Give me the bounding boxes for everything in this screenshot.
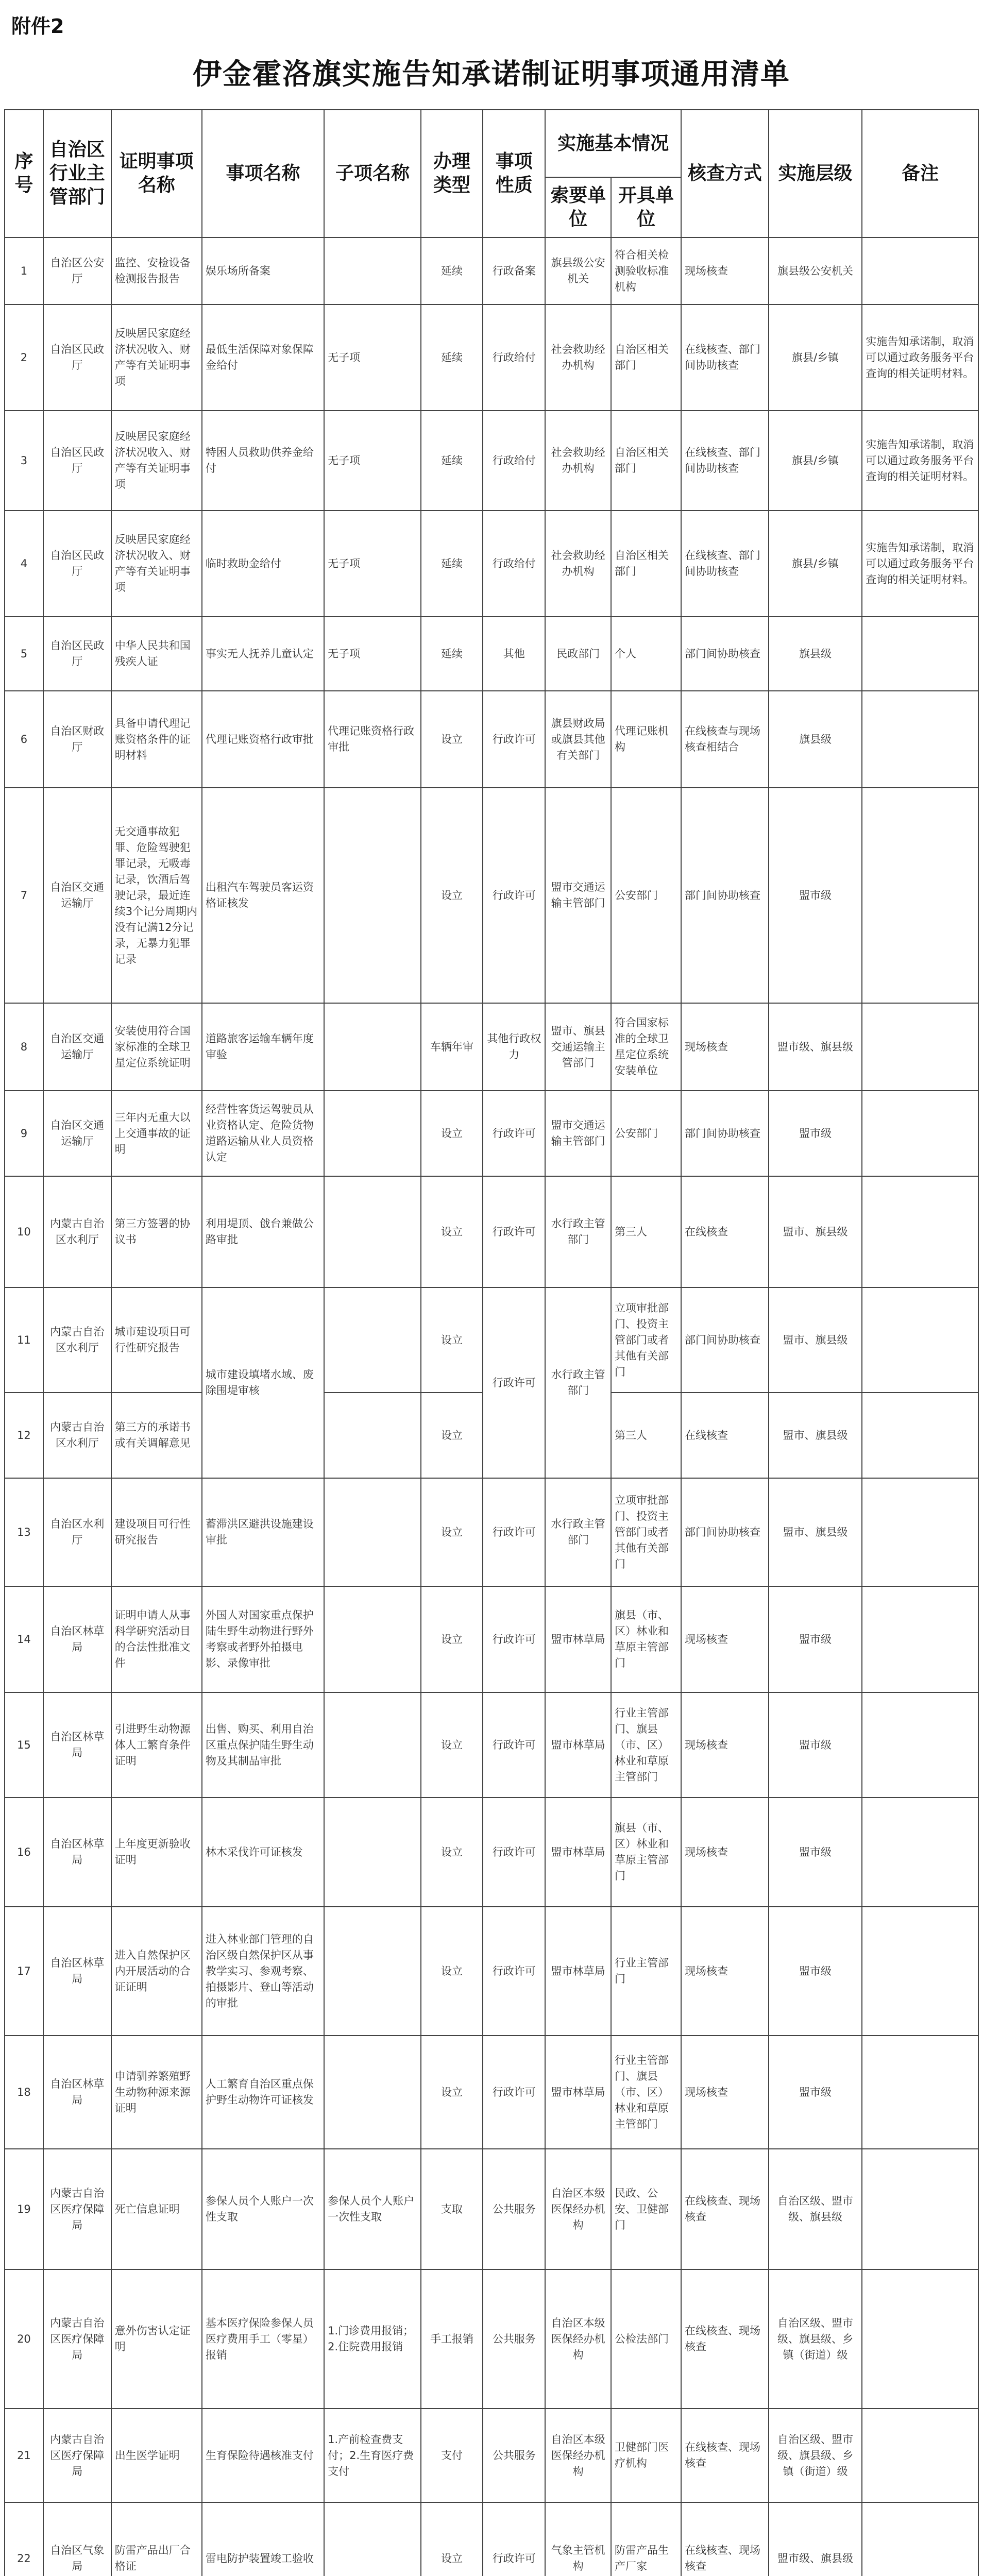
table-row [5, 238, 978, 304]
header-seq: 序号 [5, 110, 43, 238]
cell-req: 水行政主管部门 [545, 1287, 611, 1478]
cell-seq: 1 [5, 238, 43, 304]
cell-issue: 行业主管部门 [611, 1907, 681, 2036]
cell-req: 民政部门 [545, 617, 611, 691]
cell-issue: 自治区相关部门 [611, 411, 681, 511]
cell-sub [324, 2502, 421, 2576]
header-verify: 核查方式 [681, 110, 769, 238]
cell-item: 道路旅客运输车辆年度审验 [202, 1003, 324, 1091]
cell-req: 盟市林草局 [545, 1798, 611, 1907]
cell-req: 社会救助经办机构 [545, 511, 611, 617]
cell-type: 设立 [421, 1586, 483, 1692]
cell-nature: 行政备案 [483, 238, 545, 304]
cell-req: 自治区本级医保经办机构 [545, 2409, 611, 2502]
cell-level: 旗县/乡镇 [769, 511, 862, 617]
cell-issue: 卫健部门医疗机构 [611, 2409, 681, 2502]
cell-dept: 自治区民政厅 [43, 304, 111, 411]
cell-seq: 17 [5, 1907, 43, 2036]
cell-verify: 在线核查、部门间协助核查 [681, 511, 769, 617]
cell-level: 旗县级 [769, 691, 862, 788]
cell-dept: 内蒙古自治区水利厅 [43, 1176, 111, 1287]
table-row [5, 1907, 978, 2036]
cell-sub [324, 1287, 421, 1393]
cell-sub [324, 1176, 421, 1287]
cell-item: 代理记账资格行政审批 [202, 691, 324, 788]
cell-item: 生育保险待遇核准支付 [202, 2409, 324, 2502]
cell-item: 雷电防护装置竣工验收 [202, 2502, 324, 2576]
cell-req: 盟市、旗县交通运输主管部门 [545, 1003, 611, 1091]
cell-type: 设立 [421, 1907, 483, 2036]
cell-item: 人工繁育自治区重点保护野生动物许可证核发 [202, 2036, 324, 2149]
cell-type: 设立 [421, 1176, 483, 1287]
cell-verify: 现场核查 [681, 1586, 769, 1692]
cell-verify: 现场核查 [681, 1003, 769, 1091]
cell-level: 旗县级 [769, 617, 862, 691]
cell-item: 蓄滞洪区避洪设施建设审批 [202, 1478, 324, 1586]
cell-dept: 自治区公安厅 [43, 238, 111, 304]
cell-remark [862, 1393, 978, 1478]
table-row [5, 1478, 978, 1586]
cell-issue: 个人 [611, 617, 681, 691]
cell-sub [324, 2036, 421, 2149]
cell-issue: 自治区相关部门 [611, 511, 681, 617]
cell-item: 进入林业部门管理的自治区级自然保护区从事教学实习、参观考察、拍摄影片、登山等活动的审批 [202, 1907, 324, 2036]
cell-sub: 无子项 [324, 411, 421, 511]
cell-cert: 城市建设项目可行性研究报告 [111, 1287, 202, 1393]
table-row [5, 2036, 978, 2149]
cell-issue: 第三人 [611, 1176, 681, 1287]
cell-type: 支取 [421, 2149, 483, 2269]
cell-dept: 自治区交通运输厅 [43, 1003, 111, 1091]
header-dept: 自治区行业主管部门 [43, 110, 111, 238]
cell-type: 设立 [421, 1091, 483, 1176]
cell-seq: 20 [5, 2269, 43, 2409]
cell-cert: 死亡信息证明 [111, 2149, 202, 2269]
header-nature: 事项性质 [483, 110, 545, 238]
cell-remark [862, 2502, 978, 2576]
cell-item: 城市建设填堵水域、废除围堤审核 [202, 1287, 324, 1478]
cell-seq: 15 [5, 1692, 43, 1798]
cell-level: 盟市级 [769, 1091, 862, 1176]
cell-type: 设立 [421, 1798, 483, 1907]
cell-cert: 引进野生动物源体人工繁育条件证明 [111, 1692, 202, 1798]
cell-seq: 3 [5, 411, 43, 511]
table-row [5, 1586, 978, 1692]
cell-req: 社会救助经办机构 [545, 304, 611, 411]
cell-issue: 自治区相关部门 [611, 304, 681, 411]
cell-sub: 参保人员个人账户一次性支取 [324, 2149, 421, 2269]
cell-type: 设立 [421, 1287, 483, 1393]
cell-type: 延续 [421, 304, 483, 411]
cell-remark [862, 238, 978, 304]
cell-req: 盟市林草局 [545, 2036, 611, 2149]
cell-dept: 自治区林草局 [43, 1798, 111, 1907]
cell-cert: 第三方签署的协议书 [111, 1176, 202, 1287]
cell-cert: 证明申请人从事科学研究活动目的合法性批准文件 [111, 1586, 202, 1692]
cell-remark [862, 617, 978, 691]
header-subitem: 子项名称 [324, 110, 421, 238]
cell-cert: 反映居民家庭经济状况收入、财产等有关证明事项 [111, 304, 202, 411]
cell-dept: 自治区财政厅 [43, 691, 111, 788]
cell-nature: 公共服务 [483, 2269, 545, 2409]
cell-issue: 符合国家标准的全球卫星定位系统安装单位 [611, 1003, 681, 1091]
cell-dept: 自治区民政厅 [43, 511, 111, 617]
cell-seq: 2 [5, 304, 43, 411]
cell-verify: 现场核查 [681, 1907, 769, 2036]
cell-sub: 无子项 [324, 304, 421, 411]
cell-level: 旗县/乡镇 [769, 411, 862, 511]
table-row [5, 691, 978, 788]
cell-sub: 无子项 [324, 617, 421, 691]
cell-req: 水行政主管部门 [545, 1478, 611, 1586]
cell-nature: 行政许可 [483, 1176, 545, 1287]
table-row [5, 1091, 978, 1176]
cell-remark [862, 2269, 978, 2409]
cell-sub [324, 1393, 421, 1478]
cell-req: 盟市林草局 [545, 1586, 611, 1692]
cell-cert: 第三方的承诺书或有关调解意见 [111, 1393, 202, 1478]
cell-sub [324, 1478, 421, 1586]
cell-issue: 第三人 [611, 1393, 681, 1478]
cell-nature: 行政许可 [483, 1907, 545, 2036]
cell-dept: 自治区林草局 [43, 1692, 111, 1798]
cell-verify: 部门间协助核查 [681, 788, 769, 1003]
cell-seq: 21 [5, 2409, 43, 2502]
cell-seq: 18 [5, 2036, 43, 2149]
cell-seq: 16 [5, 1798, 43, 1907]
cell-remark [862, 1478, 978, 1586]
cell-verify: 部门间协助核查 [681, 617, 769, 691]
document-title: 伊金霍洛旗实施告知承诺制证明事项通用清单 [193, 57, 790, 91]
cell-seq: 13 [5, 1478, 43, 1586]
cell-seq: 5 [5, 617, 43, 691]
cell-type: 设立 [421, 788, 483, 1003]
cell-remark [862, 2409, 978, 2502]
cell-cert: 出生医学证明 [111, 2409, 202, 2502]
cell-sub: 1.产前检查费支付；2.生育医疗费支付 [324, 2409, 421, 2502]
cell-remark [862, 2149, 978, 2269]
cell-cert: 反映居民家庭经济状况收入、财产等有关证明事项 [111, 511, 202, 617]
cell-verify: 现场核查 [681, 1692, 769, 1798]
cell-dept: 自治区气象局 [43, 2502, 111, 2576]
header-row [5, 110, 978, 177]
table-row [5, 1798, 978, 1907]
header-basic: 实施基本情况 [545, 110, 681, 177]
cell-req: 水行政主管部门 [545, 1176, 611, 1287]
cell-issue: 符合相关检测验收标准机构 [611, 238, 681, 304]
cell-nature: 行政许可 [483, 788, 545, 1003]
cell-remark: 实施告知承诺制，取消可以通过政务服务平台查询的相关证明材料。 [862, 304, 978, 411]
cell-seq: 4 [5, 511, 43, 617]
header-req-unit: 索要单位 [545, 177, 611, 238]
cell-sub [324, 1586, 421, 1692]
cell-sub [324, 1798, 421, 1907]
cell-seq: 10 [5, 1176, 43, 1287]
cell-cert: 安装使用符合国家标准的全球卫星定位系统证明 [111, 1003, 202, 1091]
cell-cert: 防雷产品出厂合格证 [111, 2502, 202, 2576]
cell-level: 盟市级 [769, 2036, 862, 2149]
cell-issue: 代理记账机构 [611, 691, 681, 788]
table-row [5, 2409, 978, 2502]
cell-type: 延续 [421, 411, 483, 511]
cell-verify: 在线核查、现场核查 [681, 2149, 769, 2269]
cell-cert: 上年度更新验收证明 [111, 1798, 202, 1907]
cell-type: 设立 [421, 1478, 483, 1586]
cell-item: 事实无人抚养儿童认定 [202, 617, 324, 691]
cell-item: 参保人员个人账户一次性支取 [202, 2149, 324, 2269]
cell-cert: 建设项目可行性研究报告 [111, 1478, 202, 1586]
cell-remark [862, 788, 978, 1003]
cell-nature: 行政给付 [483, 511, 545, 617]
cell-item: 林木采伐许可证核发 [202, 1798, 324, 1907]
cell-cert: 无交通事故犯罪、危险驾驶犯罪记录，无吸毒记录，饮酒后驾驶记录，最近连续3个记分周期内没有记满12分记录，无暴力犯罪记录 [111, 788, 202, 1003]
cell-level: 自治区级、盟市级、旗县级、乡镇（街道）级 [769, 2409, 862, 2502]
cell-sub: 无子项 [324, 511, 421, 617]
certificate-list-table [4, 109, 979, 2576]
cell-verify: 现场核查 [681, 1798, 769, 1907]
header-cert: 证明事项名称 [111, 110, 202, 238]
cell-dept: 自治区交通运输厅 [43, 788, 111, 1003]
cell-level: 盟市级 [769, 1586, 862, 1692]
cell-nature: 行政许可 [483, 2036, 545, 2149]
cell-nature: 行政许可 [483, 2502, 545, 2576]
cell-level: 盟市级 [769, 1798, 862, 1907]
cell-sub [324, 1003, 421, 1091]
cell-nature: 公共服务 [483, 2149, 545, 2269]
cell-verify: 部门间协助核查 [681, 1287, 769, 1393]
cell-req: 旗县财政局或旗县其他有关部门 [545, 691, 611, 788]
cell-dept: 自治区林草局 [43, 2036, 111, 2149]
cell-verify: 在线核查、现场核查 [681, 2409, 769, 2502]
cell-level: 盟市、旗县级 [769, 1176, 862, 1287]
cell-item: 特困人员救助供养金给付 [202, 411, 324, 511]
cell-nature: 其他 [483, 617, 545, 691]
cell-level: 盟市级、旗县级 [769, 2502, 862, 2576]
cell-item: 基本医疗保险参保人员医疗费用手工（零星）报销 [202, 2269, 324, 2409]
cell-nature: 行政许可 [483, 1478, 545, 1586]
cell-cert: 中华人民共和国残疾人证 [111, 617, 202, 691]
cell-level: 旗县/乡镇 [769, 304, 862, 411]
cell-level: 旗县级公安机关 [769, 238, 862, 304]
cell-issue: 行业主管部门、旗县（市、区）林业和草原主管部门 [611, 1692, 681, 1798]
cell-issue: 旗县（市、区）林业和草原主管部门 [611, 1798, 681, 1907]
cell-req: 盟市交通运输主管部门 [545, 1091, 611, 1176]
cell-remark [862, 1907, 978, 2036]
cell-level: 盟市级 [769, 788, 862, 1003]
cell-req: 盟市林草局 [545, 1907, 611, 2036]
cell-cert: 申请驯养繁殖野生动物种源来源证明 [111, 2036, 202, 2149]
cell-type: 延续 [421, 617, 483, 691]
cell-item: 出租汽车驾驶员客运资格证核发 [202, 788, 324, 1003]
cell-cert: 进入自然保护区内开展活动的合证证明 [111, 1907, 202, 2036]
cell-issue: 行业主管部门、旗县（市、区）林业和草原主管部门 [611, 2036, 681, 2149]
cell-nature: 行政许可 [483, 1091, 545, 1176]
cell-seq: 6 [5, 691, 43, 788]
cell-dept: 内蒙古自治区医疗保障局 [43, 2269, 111, 2409]
cell-level: 自治区级、盟市级、旗县级 [769, 2149, 862, 2269]
cell-verify: 在线核查、部门间协助核查 [681, 304, 769, 411]
cell-verify: 部门间协助核查 [681, 1478, 769, 1586]
cell-verify: 部门间协助核查 [681, 1091, 769, 1176]
cell-item: 经营性客货运驾驶员从业资格认定、危险货物道路运输从业人员资格认定 [202, 1091, 324, 1176]
cell-req: 盟市林草局 [545, 1692, 611, 1798]
cell-type: 支付 [421, 2409, 483, 2502]
cell-seq: 14 [5, 1586, 43, 1692]
cell-cert: 三年内无重大以上交通事故的证明 [111, 1091, 202, 1176]
cell-seq: 19 [5, 2149, 43, 2269]
cell-level: 盟市、旗县级 [769, 1287, 862, 1393]
cell-issue: 立项审批部门、投资主管部门或者其他有关部门 [611, 1478, 681, 1586]
cell-verify: 在线核查、部门间协助核查 [681, 411, 769, 511]
cell-sub [324, 1692, 421, 1798]
cell-level: 盟市、旗县级 [769, 1393, 862, 1478]
cell-nature: 公共服务 [483, 2409, 545, 2502]
cell-verify: 在线核查与现场核查相结合 [681, 691, 769, 788]
cell-seq: 9 [5, 1091, 43, 1176]
cell-sub [324, 788, 421, 1003]
cell-dept: 自治区交通运输厅 [43, 1091, 111, 1176]
cell-type: 延续 [421, 238, 483, 304]
table-row [5, 617, 978, 691]
cell-seq: 12 [5, 1393, 43, 1478]
table-row [5, 411, 978, 511]
cell-cert: 反映居民家庭经济状况收入、财产等有关证明事项 [111, 411, 202, 511]
header-handle-type: 办理类型 [421, 110, 483, 238]
table-row [5, 1692, 978, 1798]
table-row [5, 1176, 978, 1287]
cell-verify: 在线核查、现场核查 [681, 2269, 769, 2409]
cell-cert: 监控、安检设备检测报告报告 [111, 238, 202, 304]
cell-cert: 意外伤害认定证明 [111, 2269, 202, 2409]
cell-remark [862, 1692, 978, 1798]
cell-seq: 22 [5, 2502, 43, 2576]
cell-req: 旗县级公安机关 [545, 238, 611, 304]
cell-verify: 现场核查 [681, 2036, 769, 2149]
cell-level: 盟市级 [769, 1692, 862, 1798]
cell-type: 设立 [421, 1393, 483, 1478]
cell-type: 设立 [421, 1692, 483, 1798]
cell-dept: 自治区水利厅 [43, 1478, 111, 1586]
cell-sub [324, 1091, 421, 1176]
cell-req: 气象主管机构 [545, 2502, 611, 2576]
cell-dept: 内蒙古自治区水利厅 [43, 1393, 111, 1478]
cell-nature: 行政许可 [483, 691, 545, 788]
cell-req: 自治区本级医保经办机构 [545, 2149, 611, 2269]
cell-issue: 旗县（市、区）林业和草原主管部门 [611, 1586, 681, 1692]
cell-nature: 行政许可 [483, 1692, 545, 1798]
cell-dept: 自治区民政厅 [43, 411, 111, 511]
cell-issue: 公安部门 [611, 1091, 681, 1176]
cell-type: 设立 [421, 2036, 483, 2149]
cell-dept: 内蒙古自治区水利厅 [43, 1287, 111, 1393]
header-level: 实施层级 [769, 110, 862, 238]
cell-seq: 8 [5, 1003, 43, 1091]
cell-verify: 在线核查 [681, 1176, 769, 1287]
cell-item: 出售、购买、利用自治区重点保护陆生野生动物及其制品审批 [202, 1692, 324, 1798]
cell-remark: 实施告知承诺制，取消可以通过政务服务平台查询的相关证明材料。 [862, 411, 978, 511]
cell-remark [862, 1287, 978, 1393]
cell-level: 盟市级 [769, 1907, 862, 2036]
attachment-label: 附件2 [11, 15, 64, 38]
cell-req: 自治区本级医保经办机构 [545, 2269, 611, 2409]
cell-issue: 民政、公安、卫健部门 [611, 2149, 681, 2269]
cell-nature: 行政许可 [483, 1798, 545, 1907]
cell-dept: 内蒙古自治区医疗保障局 [43, 2149, 111, 2269]
cell-type: 设立 [421, 2502, 483, 2576]
cell-remark [862, 1586, 978, 1692]
cell-verify: 在线核查 [681, 1393, 769, 1478]
cell-level: 盟市、旗县级 [769, 1478, 862, 1586]
cell-nature: 行政许可 [483, 1287, 545, 1478]
cell-sub: 代理记账资格行政审批 [324, 691, 421, 788]
table-row [5, 2149, 978, 2269]
table-row [5, 1003, 978, 1091]
cell-nature: 行政许可 [483, 1586, 545, 1692]
cell-item: 娱乐场所备案 [202, 238, 324, 304]
table-row [5, 1287, 978, 1393]
cell-seq: 11 [5, 1287, 43, 1393]
cell-type: 车辆年审 [421, 1003, 483, 1091]
cell-level: 自治区级、盟市级、旗县级、乡镇（街道）级 [769, 2269, 862, 2409]
table-row [5, 788, 978, 1003]
header-remark: 备注 [862, 110, 978, 238]
cell-remark [862, 2036, 978, 2149]
table-row [5, 2269, 978, 2409]
cell-remark [862, 691, 978, 788]
cell-dept: 内蒙古自治区医疗保障局 [43, 2409, 111, 2502]
table-row [5, 2502, 978, 2576]
cell-sub [324, 238, 421, 304]
cell-sub: 1.门诊费用报销；2.住院费用报销 [324, 2269, 421, 2409]
cell-verify: 现场核查 [681, 238, 769, 304]
cell-type: 延续 [421, 511, 483, 617]
cell-req: 盟市交通运输主管部门 [545, 788, 611, 1003]
cell-item: 最低生活保障对象保障金给付 [202, 304, 324, 411]
table-row [5, 304, 978, 411]
cell-type: 设立 [421, 691, 483, 788]
cell-req: 社会救助经办机构 [545, 411, 611, 511]
table-row [5, 511, 978, 617]
cell-item: 利用堤顶、戗台兼做公路审批 [202, 1176, 324, 1287]
header-issue-unit: 开具单位 [611, 177, 681, 238]
header-item: 事项名称 [202, 110, 324, 238]
cell-dept: 自治区民政厅 [43, 617, 111, 691]
cell-dept: 自治区林草局 [43, 1907, 111, 2036]
cell-dept: 自治区林草局 [43, 1586, 111, 1692]
cell-remark [862, 1091, 978, 1176]
cell-remark [862, 1798, 978, 1907]
cell-level: 盟市级、旗县级 [769, 1003, 862, 1091]
cell-remark [862, 1003, 978, 1091]
cell-remark: 实施告知承诺制，取消可以通过政务服务平台查询的相关证明材料。 [862, 511, 978, 617]
cell-cert: 具备申请代理记账资格条件的证明材料 [111, 691, 202, 788]
cell-issue: 立项审批部门、投资主管部门或者其他有关部门 [611, 1287, 681, 1393]
cell-issue: 公检法部门 [611, 2269, 681, 2409]
cell-nature: 行政给付 [483, 304, 545, 411]
cell-nature: 行政给付 [483, 411, 545, 511]
cell-item: 外国人对国家重点保护陆生野生动物进行野外考察或者野外拍摄电影、录像审批 [202, 1586, 324, 1692]
cell-verify: 在线核查、现场核查 [681, 2502, 769, 2576]
cell-type: 手工报销 [421, 2269, 483, 2409]
cell-issue: 公安部门 [611, 788, 681, 1003]
cell-item: 临时救助金给付 [202, 511, 324, 617]
cell-sub [324, 1907, 421, 2036]
cell-seq: 7 [5, 788, 43, 1003]
cell-issue: 防雷产品生产厂家 [611, 2502, 681, 2576]
cell-remark [862, 1176, 978, 1287]
cell-nature: 其他行政权力 [483, 1003, 545, 1091]
